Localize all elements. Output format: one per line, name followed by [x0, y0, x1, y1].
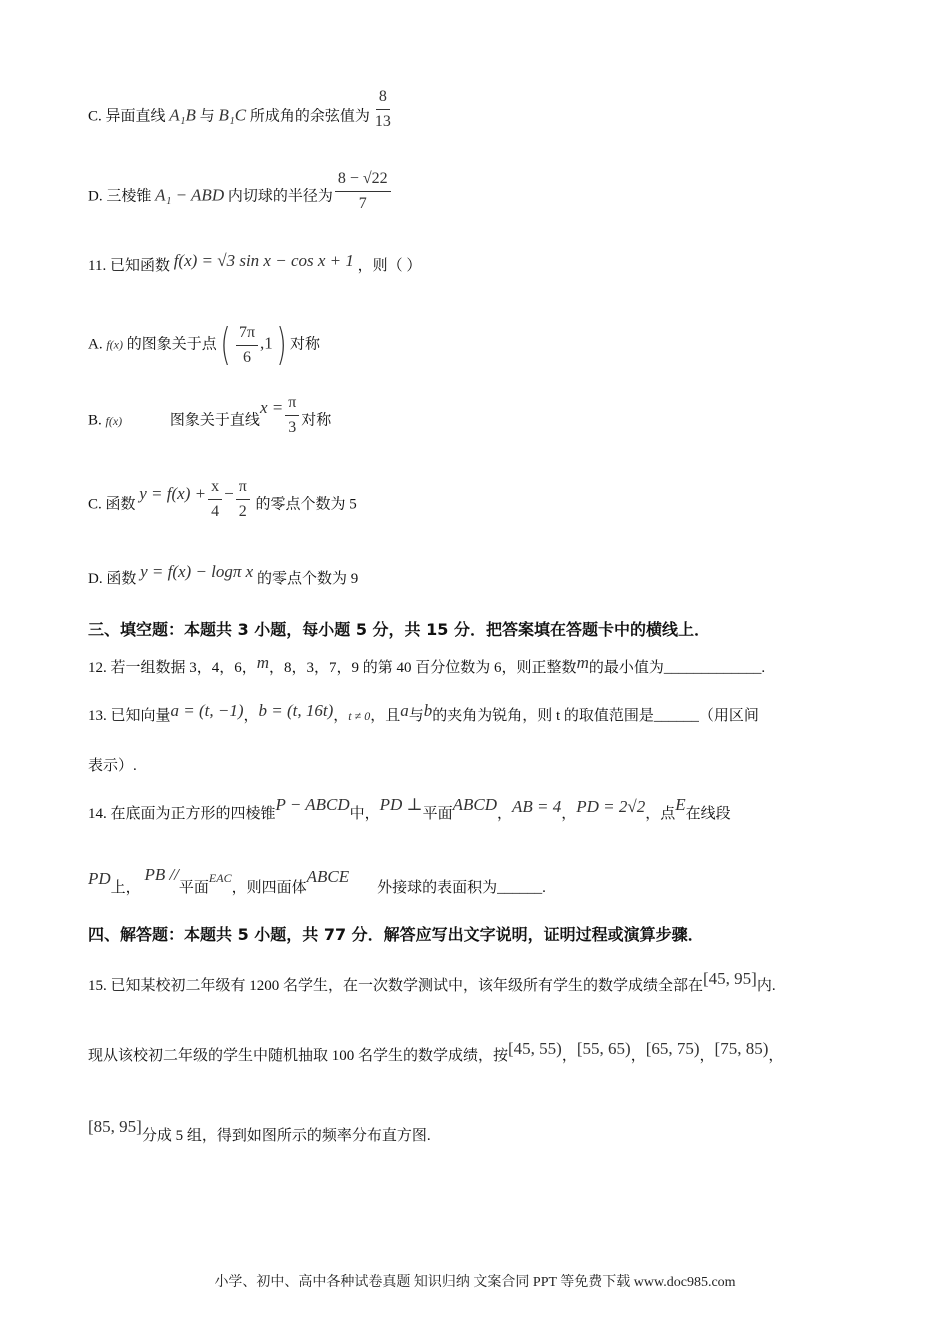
- question-11: [88, 251, 422, 274]
- math: y = f(x) − logπ x: [140, 562, 254, 581]
- text: 分成 5 组，得到如图所示的频率分布直方图.: [141, 1128, 431, 1144]
- math: PB //: [144, 865, 179, 884]
- interval: [55, 65): [576, 1039, 631, 1058]
- math: P − ABCD: [275, 795, 350, 814]
- option-a-q11: [88, 319, 320, 370]
- text: 12. 若一组数据 3，4，6，: [88, 660, 257, 676]
- footer: 小学、初中、高中各种试卷真题 知识归纳 文案合同 PPT 等免费下载 www.doc985.com: [214, 1275, 736, 1290]
- section-4-heading: 四、解答题：本题共 5 小题，共 77 分．解答应写出文字说明，证明过程或演算步骤．: [88, 925, 704, 944]
- math: m: [256, 653, 270, 672]
- math: PD = 2√2: [576, 797, 646, 816]
- text: D. 函数: [88, 571, 137, 587]
- fraction: $\frac{x}{4}$: [208, 478, 222, 520]
- math: A₁B: [169, 105, 196, 125]
- math: PD: [88, 869, 111, 888]
- text: A.: [88, 336, 103, 353]
- fraction: $\frac{8}{13}$: [374, 88, 391, 130]
- math: f(x) = √3 sin x − cos x + 1: [173, 251, 354, 270]
- text: 的夹角为锐角，则 t 的取值范围是______（用区间: [432, 708, 759, 724]
- option-c-q11: [88, 478, 357, 526]
- text: 与: [199, 108, 215, 125]
- math: y = f(x) +: [139, 483, 207, 503]
- paren: (: [220, 319, 231, 370]
- text: ，8，3，7，9 的第 40 百分位数为 6，则正整数: [269, 660, 577, 676]
- math: f(x): [106, 337, 123, 352]
- math: f(x): [105, 413, 123, 428]
- text: ，且: [370, 708, 401, 724]
- text: 对称: [301, 412, 332, 429]
- math: b = (t, 16t): [258, 701, 334, 720]
- question-13-cont: 表示）.: [88, 758, 137, 774]
- paren: ): [276, 319, 287, 370]
- fraction: $\frac{7\pi}{6}$: [236, 324, 258, 366]
- section-3-heading: 三、填空题：本题共 3 小题，每小题 5 分，共 15 分．把答案填在答题卡中的横线上．: [88, 620, 710, 639]
- question-15-line3: [88, 1117, 431, 1144]
- math: b: [423, 701, 433, 720]
- text: 的零点个数为 9: [256, 571, 359, 587]
- text: 现从该校初二年级的学生中随机抽取 100 名学生的数学成绩，按: [88, 1048, 509, 1064]
- math: m: [576, 653, 589, 672]
- question-14-cont: [88, 865, 546, 896]
- math: −: [224, 483, 234, 503]
- text: 在线段: [685, 806, 731, 822]
- option-b-q11: [88, 394, 332, 442]
- text: 13. 已知向量: [88, 708, 171, 724]
- math: a: [400, 701, 409, 720]
- text: 14. 在底面为正方形的四棱锥: [88, 806, 276, 822]
- text: ，点: [645, 806, 676, 822]
- text: 上，: [110, 880, 141, 896]
- text: 11. 已知函数: [88, 258, 170, 274]
- text: 所成角的余弦值为: [249, 108, 370, 125]
- option-c-q10: [88, 88, 396, 138]
- text: 平面: [422, 806, 453, 822]
- text: C. 异面直线: [88, 108, 166, 125]
- math: a = (t, −1): [170, 701, 244, 720]
- text: 的零点个数为 5: [255, 496, 357, 513]
- math: ,1: [260, 333, 273, 353]
- interval: [65, 75): [645, 1039, 700, 1058]
- text: 的图象关于点: [126, 336, 217, 353]
- fraction: $\frac{\pi}{2}$: [236, 478, 250, 520]
- question-13: 13. 已知向量a = (t, −1)，b = (t, 16t)，t ≠ 0，且a与b的夹角为锐角，则 t 的取值范围是______（用区间: [88, 701, 759, 724]
- text: ，则四面体: [231, 880, 307, 896]
- text: 中，: [349, 806, 380, 822]
- fraction: $\frac{\pi}{3}$: [285, 394, 299, 436]
- text: 对称: [289, 336, 320, 353]
- math: E: [675, 795, 686, 814]
- math: EAC: [208, 871, 232, 885]
- interval: [85, 95]: [88, 1117, 142, 1136]
- question-12: [88, 653, 766, 676]
- math: ABCE: [306, 867, 350, 886]
- question-15: [88, 969, 776, 994]
- math: B₁C: [218, 105, 247, 125]
- math: t ≠ 0: [348, 709, 371, 723]
- option-d-q11: [88, 562, 359, 587]
- text: 内.: [756, 978, 776, 994]
- math: A₁ − ABD: [155, 185, 225, 205]
- text: ，则（ ）: [357, 258, 422, 274]
- text: C. 函数: [88, 496, 136, 513]
- interval: [45, 55): [508, 1039, 562, 1058]
- text: 图象关于直线: [169, 412, 260, 429]
- text: 平面: [178, 880, 209, 896]
- math: PD ⊥: [379, 795, 423, 814]
- text: D. 三棱锥: [88, 188, 152, 205]
- question-15-line2: 现从该校初二年级的学生中随机抽取 100 名学生的数学成绩，按[45, 55)，[55, 65)，[65, 75)，[75, 85)，: [88, 1039, 784, 1064]
- fraction: $\frac{8 - √22}{7}$: [335, 170, 391, 212]
- option-d-q10: [88, 170, 393, 218]
- math: AB = 4: [512, 797, 562, 816]
- text: 15. 已知某校初二年级有 1200 名学生，在一次数学测试中，该年级所有学生的数学成绩全部在: [88, 978, 704, 994]
- interval: [45, 95]: [703, 969, 757, 988]
- question-14: 14. 在底面为正方形的四棱锥P − ABCD中，PD ⊥平面ABCD，AB = 4，PD = 2√2，点E在线段: [88, 795, 731, 822]
- text: B.: [88, 412, 102, 429]
- interval: [75, 85): [714, 1039, 769, 1058]
- text: 与: [408, 708, 424, 724]
- math: ABCD: [452, 795, 497, 814]
- math: x =: [259, 397, 284, 417]
- text: 内切球的半径为: [227, 188, 333, 205]
- text: 的最小值为_____________.: [588, 660, 766, 676]
- text: 外接球的表面积为______.: [377, 880, 546, 896]
